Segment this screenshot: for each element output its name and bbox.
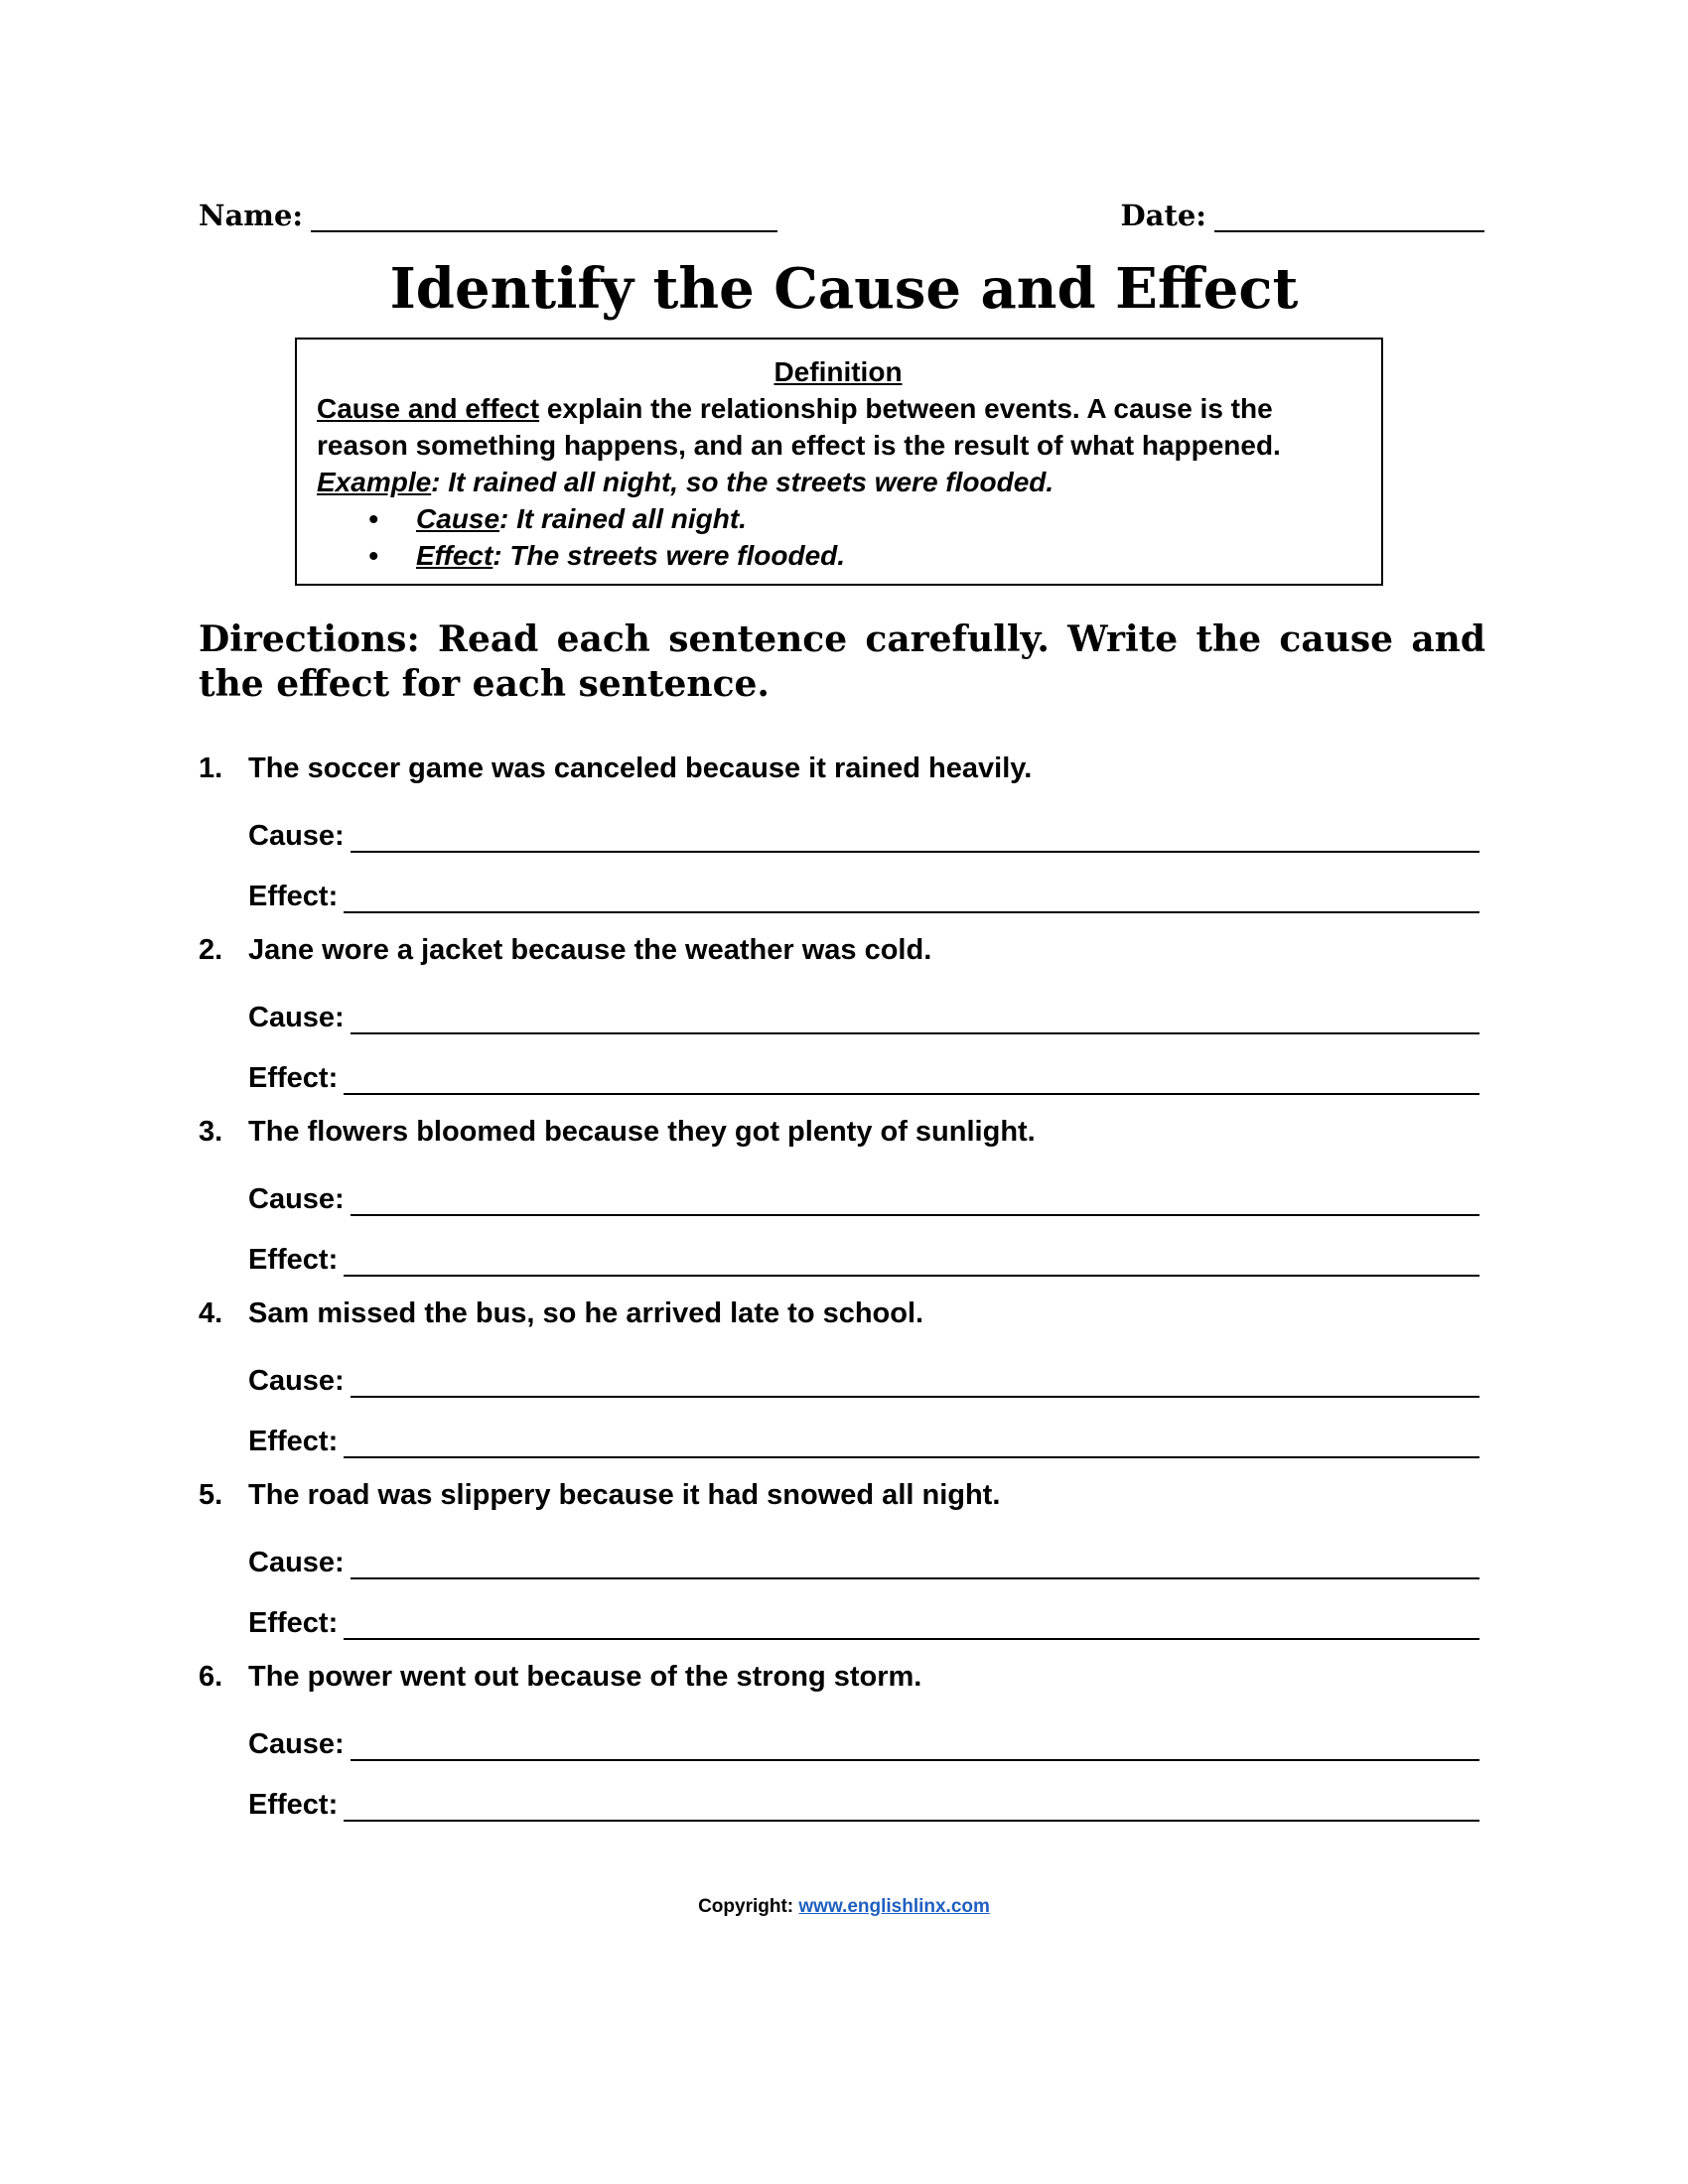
bullet-item-effect	[317, 537, 1359, 574]
effect-answer	[248, 874, 1479, 913]
definition-bullets	[317, 500, 1359, 574]
definition-body: explain the relationship between events. A cause is the reason something happens, and an effect is the result of what happened.	[317, 393, 1281, 461]
definition-heading: Definition	[774, 356, 903, 387]
copyright-label: Copyright:	[698, 1896, 799, 1917]
question-text: Sam missed the bus, so he arrived late to school.	[248, 1297, 924, 1329]
example-label: Example	[317, 467, 432, 497]
effect-label: Effect:	[248, 1426, 339, 1457]
bullet-label: Cause	[416, 503, 500, 534]
cause-label: Cause:	[248, 1183, 345, 1215]
question-item	[199, 752, 1489, 934]
cause-answer-line[interactable]	[351, 1550, 1479, 1579]
question-number: 3.	[199, 1116, 223, 1148]
effect-answer-line[interactable]	[344, 1065, 1479, 1095]
cause-label: Cause:	[248, 1002, 345, 1033]
effect-answer	[248, 1055, 1479, 1095]
cause-label: Cause:	[248, 1728, 345, 1760]
cause-answer-line[interactable]	[351, 823, 1479, 853]
question-text: The flowers bloomed because they got plenty of sunlight.	[248, 1116, 1036, 1148]
cause-answer-line[interactable]	[351, 1005, 1479, 1034]
question-number: 1.	[199, 752, 223, 784]
question-number: 2.	[199, 934, 223, 966]
effect-answer-line[interactable]	[344, 1610, 1479, 1640]
cause-answer	[248, 813, 1479, 853]
question-item	[199, 1661, 1489, 1843]
effect-answer-line[interactable]	[344, 1792, 1479, 1822]
cause-answer-line[interactable]	[351, 1731, 1479, 1761]
questions-list	[199, 752, 1489, 1843]
question-item	[199, 934, 1489, 1116]
cause-label: Cause:	[248, 1547, 345, 1578]
definition-text	[317, 390, 1359, 464]
definition-box	[295, 338, 1383, 586]
date-blank-line[interactable]	[1214, 205, 1484, 232]
directions: Directions: Read each sentence carefully. Write the cause and the effect for each sentence.	[199, 618, 1485, 705]
effect-answer	[248, 1419, 1479, 1458]
definition-term: Cause and effect	[317, 393, 540, 424]
cause-answer	[248, 1358, 1479, 1398]
question-line	[199, 934, 931, 974]
effect-answer-line[interactable]	[344, 884, 1479, 913]
bullet-text: : It rained all night.	[499, 503, 747, 534]
question-text: The power went out because of the strong storm.	[248, 1661, 922, 1693]
cause-answer-line[interactable]	[351, 1186, 1479, 1216]
question-item	[199, 1116, 1489, 1297]
question-number: 5.	[199, 1479, 223, 1511]
bullet-text: : The streets were flooded.	[492, 540, 846, 571]
effect-answer	[248, 1237, 1479, 1277]
effect-answer	[248, 1600, 1479, 1640]
effect-label: Effect:	[248, 881, 339, 912]
question-line	[199, 1661, 921, 1701]
bullet-dot-icon: •	[368, 540, 378, 571]
bullet-dot-icon: •	[368, 503, 378, 534]
question-line	[199, 1116, 1036, 1156]
cause-label: Cause:	[248, 1365, 345, 1397]
effect-label: Effect:	[248, 1062, 339, 1094]
cause-answer-line[interactable]	[351, 1368, 1479, 1398]
name-label: Name:	[199, 199, 304, 232]
name-blank-line[interactable]	[311, 205, 777, 232]
question-text: The soccer game was canceled because it rained heavily.	[248, 752, 1033, 784]
header-row	[199, 199, 1484, 238]
question-item	[199, 1479, 1489, 1661]
example-text: : It rained all night, so the streets were flooded.	[431, 467, 1055, 497]
cause-answer	[248, 995, 1479, 1034]
question-line	[199, 1479, 1000, 1519]
date-label: Date:	[1120, 199, 1206, 232]
date-field	[1121, 199, 1485, 232]
cause-answer	[248, 1540, 1479, 1579]
question-text: Jane wore a jacket because the weather was cold.	[248, 934, 932, 966]
cause-answer	[248, 1176, 1479, 1216]
effect-label: Effect:	[248, 1607, 339, 1639]
effect-answer-line[interactable]	[344, 1247, 1479, 1277]
effect-answer	[248, 1782, 1479, 1822]
effect-label: Effect:	[248, 1244, 339, 1276]
effect-label: Effect:	[248, 1789, 339, 1821]
bullet-label: Effect	[416, 540, 493, 571]
page-title: Identify the Cause and Effect	[389, 256, 1299, 322]
question-line	[199, 752, 1032, 792]
bullet-item-cause	[317, 500, 1359, 537]
question-number: 4.	[199, 1297, 223, 1329]
question-number: 6.	[199, 1661, 223, 1693]
question-item	[199, 1297, 1489, 1479]
cause-answer	[248, 1721, 1479, 1761]
copyright-footer	[0, 1896, 1688, 1918]
definition-example	[317, 464, 1359, 500]
name-field	[199, 199, 777, 232]
question-line	[199, 1297, 923, 1337]
effect-answer-line[interactable]	[344, 1429, 1479, 1458]
copyright-link[interactable]: www.englishlinx.com	[798, 1896, 990, 1917]
question-text: The road was slippery because it had snowed all night.	[248, 1479, 1001, 1511]
cause-label: Cause:	[248, 820, 345, 852]
